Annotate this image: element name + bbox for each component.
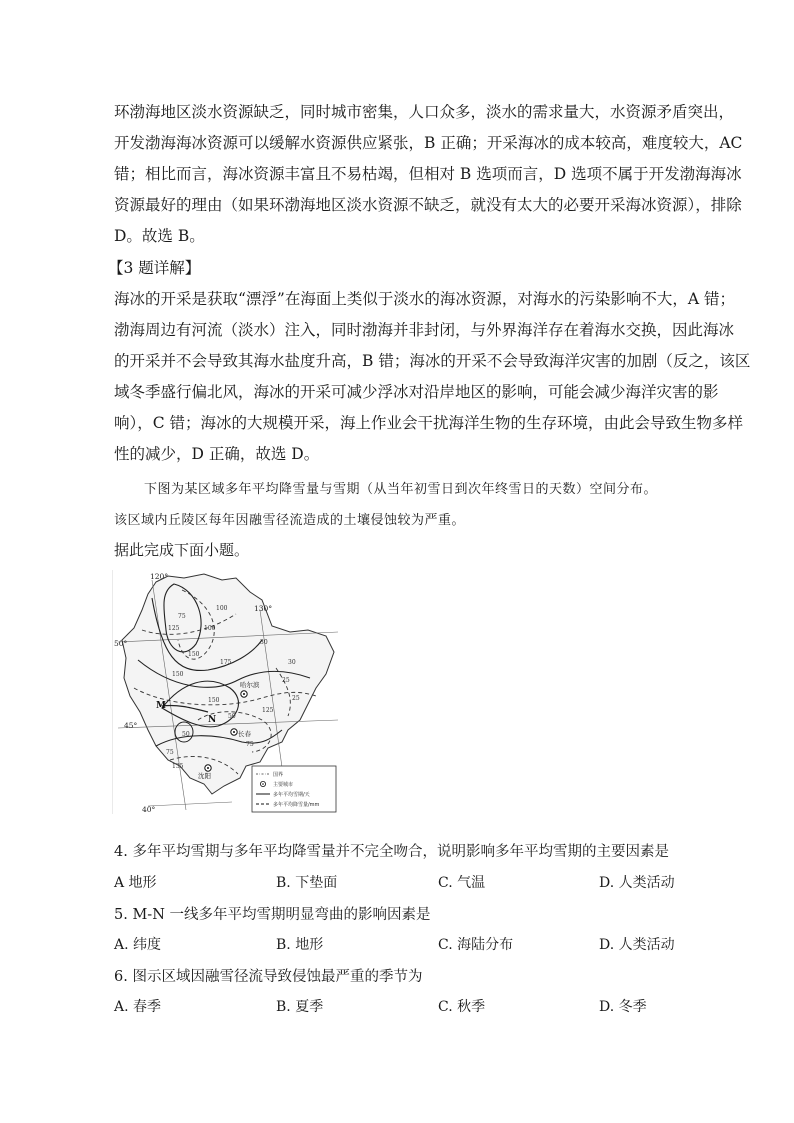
city-label: 沈阳 <box>198 772 211 780</box>
paragraph-line: 错；相比而言，海冰资源丰富且不易枯竭，但相对 B 选项而言，D 选项不属于开发渤海海冰 <box>114 165 742 183</box>
contour-label: 75 <box>166 749 174 756</box>
contour-label: 125 <box>168 625 180 632</box>
question-4-option-b[interactable]: B. 下垫面 <box>276 875 338 891</box>
lat-label: 40° <box>142 805 156 814</box>
point-label-m: M <box>156 701 166 711</box>
paragraph-line: 开发渤海海冰资源可以缓解水资源供应紧张，B 正确；开采海冰的成本较高，难度较大，AC <box>114 134 743 152</box>
legend-label: 主要城市 <box>273 782 294 788</box>
contour-label: 30 <box>260 639 268 646</box>
contour-label: 100 <box>216 605 228 612</box>
question-5-option-b[interactable]: B. 地形 <box>276 937 324 953</box>
contour-label: 30 <box>288 659 296 666</box>
contour-label: 125 <box>262 707 274 714</box>
legend-label: 多年平均降雪量/mm <box>273 802 320 808</box>
question-4-stem: 4. 多年平均雪期与多年平均降雪量并不完全吻合，说明影响多年平均雪期的主要因素是 <box>114 844 669 860</box>
question-5-option-d[interactable]: D. 人类活动 <box>599 937 675 953</box>
city-label: 哈尔滨 <box>240 681 260 689</box>
intro-line-3: 据此完成下面小题。 <box>114 541 250 559</box>
question-4-option-a[interactable]: A 地形 <box>114 875 157 891</box>
question-6-option-a[interactable]: A. 春季 <box>114 999 162 1015</box>
contour-label: 50 <box>182 731 190 738</box>
contour-label: 150 <box>172 671 184 678</box>
question-5-option-a[interactable]: A. 纬度 <box>114 937 162 953</box>
city-label: 长春 <box>238 730 251 738</box>
lon-label: 130° <box>254 604 273 613</box>
explanation-2-paragraph <box>114 97 743 252</box>
contour-label: 25 <box>282 677 290 684</box>
paragraph-line: D。故选 B。 <box>114 227 205 245</box>
paragraph-line: 响），C 错；海冰的大规模开采，海上作业会干扰海洋生物的生存环境，由此会导致生物多样 <box>114 414 744 432</box>
contour-label: 150 <box>208 697 220 704</box>
question-5-option-c[interactable]: C. 海陆分布 <box>438 937 514 953</box>
contour-label: 25 <box>292 695 300 702</box>
question-4-option-c[interactable]: C. 气温 <box>438 875 486 891</box>
question-6-option-b[interactable]: B. 夏季 <box>276 999 324 1015</box>
lat-label: 50° <box>114 639 128 648</box>
parallel-40 <box>148 802 232 806</box>
snow-distribution-map <box>112 570 338 814</box>
contour-label: 175 <box>220 659 232 666</box>
paragraph-line: 渤海周边有河流（淡水）注入，同时渤海并非封闭，与外界海洋存在着海水交换，因此海冰 <box>114 321 735 339</box>
contour-label: 50 <box>228 713 236 720</box>
question-6-stem: 6. 图示区域因融雪径流导致侵蚀最严重的季节为 <box>114 969 423 985</box>
question-6-option-d[interactable]: D. 冬季 <box>599 999 647 1015</box>
paragraph-line: 域冬季盛行偏北风，海冰的开采可减少浮冰对沿岸地区的影响，可能会减少海洋灾害的影 <box>114 383 719 401</box>
paragraph-line: 环渤海地区淡水资源缺乏，同时城市密集，人口众多，淡水的需求量大，水资源矛盾突出， <box>114 103 735 121</box>
contour-label: 100 <box>204 625 216 632</box>
paragraph-line: 海冰的开采是获取“漂浮”在海面上类似于淡水的海冰资源，对海水的污染影响不大，A 错； <box>114 290 735 308</box>
lat-label: 45° <box>124 721 138 730</box>
paragraph-line: 资源最好的理由（如果环渤海地区淡水资源不缺乏，就没有太大的必要开采海冰资源），排除 <box>114 196 742 214</box>
intro-line-1: 下图为某区域多年平均降雪量与雪期（从当年初雪日到次年终雪日的天数）空间分布。 <box>144 482 658 497</box>
legend-label: 多年平均雪期/天 <box>273 792 310 798</box>
contour-label: 75 <box>178 613 186 620</box>
point-label-n: N <box>208 715 217 725</box>
question-5-stem: 5. M-N 一线多年平均雪期明显弯曲的影响因素是 <box>114 907 431 923</box>
contour-label: 150 <box>188 651 200 658</box>
paragraph-line: 的开采并不会导致其海水盐度升高，B 错；海冰的开采不会导致海洋灾害的加剧（反之，该区 <box>114 352 751 370</box>
paragraph-line: 性的减少，D 正确，故选 D。 <box>114 445 320 463</box>
contour-label: 75 <box>246 741 254 748</box>
explanation-3-heading: 【3 题详解】 <box>108 259 201 277</box>
intro-line-2: 该区域内丘陵区每年因融雪径流造成的土壤侵蚀较为严重。 <box>114 513 466 528</box>
question-6-option-c[interactable]: C. 秋季 <box>438 999 486 1015</box>
contour-label: 135 <box>172 763 184 770</box>
explanation-3-paragraph <box>114 284 751 470</box>
legend-label: 国界 <box>273 772 284 778</box>
lon-label: 120° <box>150 572 169 581</box>
question-4-option-d[interactable]: D. 人类活动 <box>599 875 675 891</box>
